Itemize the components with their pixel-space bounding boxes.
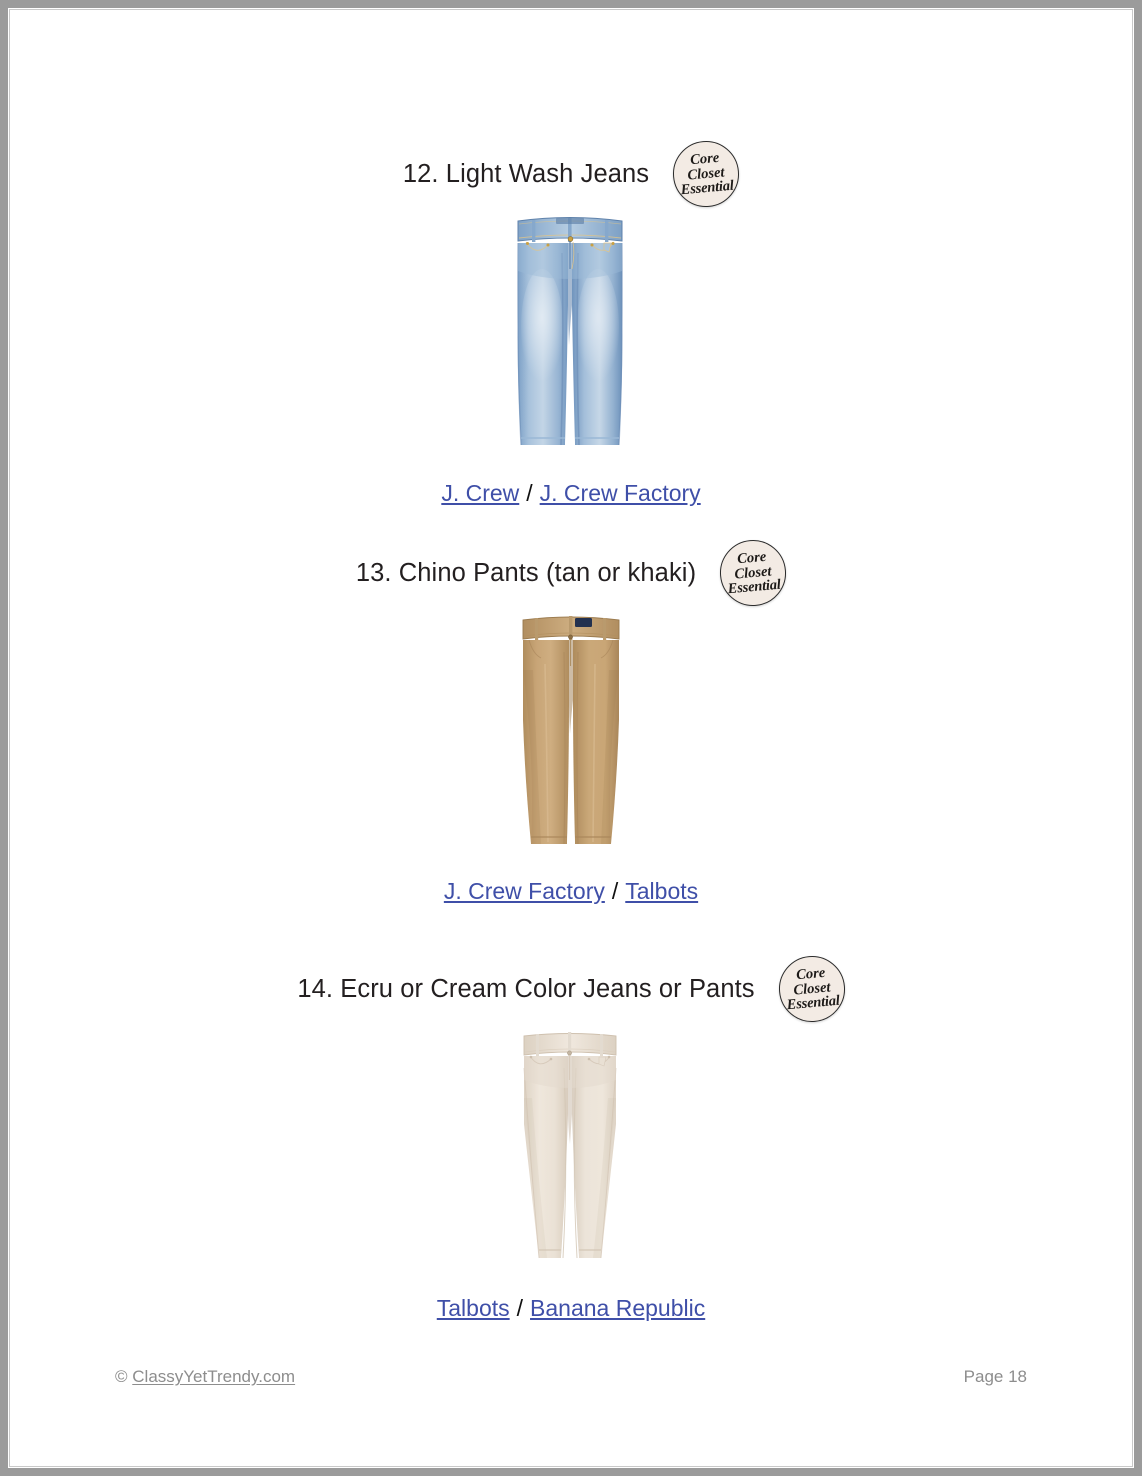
- item-12-image-wrap: [10, 209, 1132, 449]
- item-12-title: 12. Light Wash Jeans: [402, 159, 650, 188]
- item-14-header: [10, 958, 1132, 1020]
- page-content: [10, 10, 1132, 1466]
- wardrobe-item-14: [10, 958, 1132, 1322]
- retailer-link[interactable]: Talbots: [436, 1295, 510, 1321]
- badge-line-3: Essential: [727, 577, 782, 598]
- item-13-title: 13. Chino Pants (tan or khaki): [355, 558, 697, 587]
- light-wash-jeans-image: [512, 209, 630, 449]
- document-page: [9, 9, 1133, 1467]
- core-closet-essential-badge: [776, 953, 848, 1025]
- retailer-link[interactable]: J. Crew Factory: [443, 878, 605, 904]
- item-13-image-wrap: [10, 610, 1132, 850]
- retailer-link[interactable]: J. Crew: [441, 480, 520, 506]
- retailer-link[interactable]: Talbots: [625, 878, 699, 904]
- item-13-header: [10, 542, 1132, 604]
- page-footer: [10, 1364, 1132, 1390]
- badge-line-2: Closet: [792, 979, 831, 999]
- item-14-image-wrap: [10, 1028, 1132, 1264]
- badge-line-1: Core: [689, 149, 720, 169]
- retailer-link[interactable]: Banana Republic: [530, 1295, 706, 1321]
- core-closet-essential-badge: [717, 537, 789, 609]
- item-12-header: [10, 143, 1132, 205]
- link-separator: /: [516, 1295, 524, 1321]
- link-separator: /: [526, 480, 533, 506]
- badge-line-3: Essential: [785, 993, 841, 1014]
- footer-site-link[interactable]: ClassyYetTrendy.com: [132, 1367, 296, 1386]
- tan-chino-pants-image: [519, 610, 623, 850]
- core-closet-essential-badge: [670, 138, 742, 210]
- badge-line-1: Core: [736, 548, 767, 568]
- wardrobe-item-12: [10, 143, 1132, 507]
- copyright-symbol: ©: [115, 1367, 128, 1386]
- item-14-title: 14. Ecru or Cream Color Jeans or Pants: [297, 974, 755, 1003]
- ecru-cream-jeans-image: [519, 1028, 623, 1264]
- page-number: Page 18: [963, 1367, 1027, 1386]
- badge-line-1: Core: [795, 964, 826, 984]
- item-12-retailer-links: [10, 480, 1132, 507]
- retailer-link[interactable]: J. Crew Factory: [539, 480, 701, 506]
- wardrobe-item-13: [10, 542, 1132, 905]
- footer-copyright: [115, 1367, 295, 1387]
- badge-line-2: Closet: [733, 563, 773, 583]
- item-13-retailer-links: [10, 878, 1132, 905]
- item-14-retailer-links: [10, 1295, 1132, 1322]
- badge-line-2: Closet: [686, 164, 726, 184]
- badge-line-3: Essential: [680, 178, 735, 199]
- link-separator: /: [611, 878, 619, 904]
